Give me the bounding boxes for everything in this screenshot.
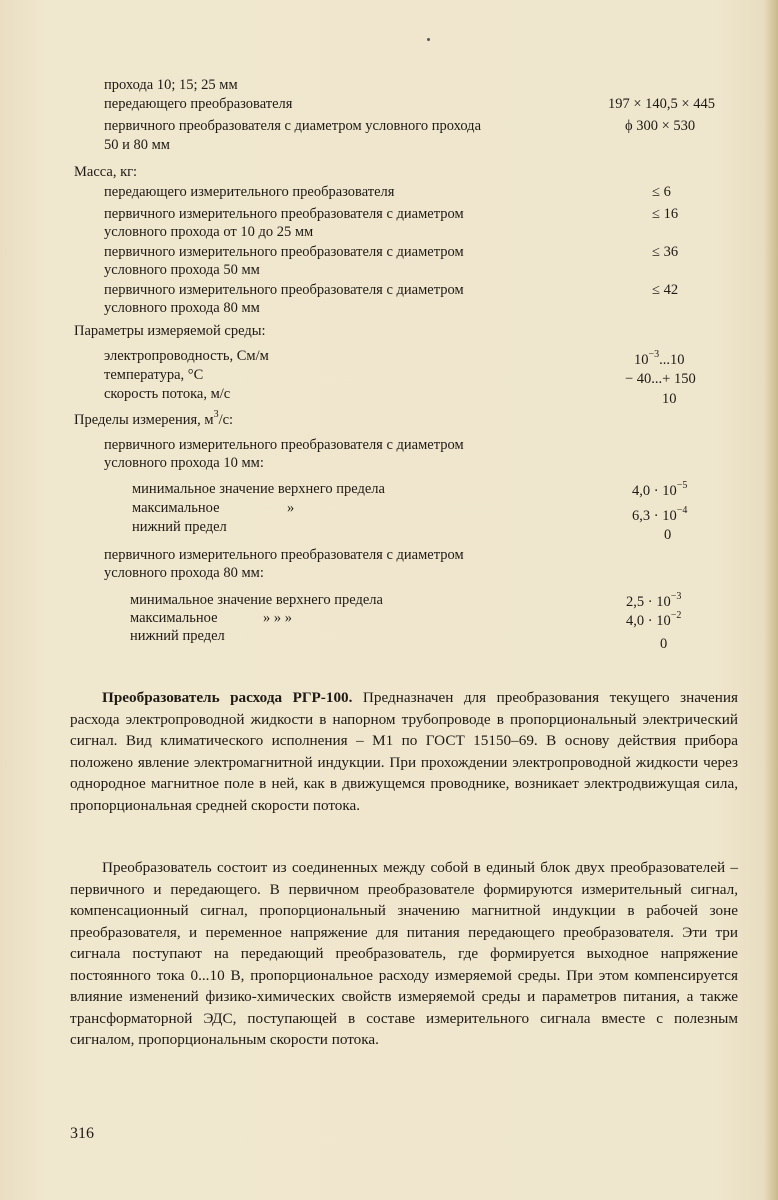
heading-tail: /с: xyxy=(218,412,234,428)
spec-value xyxy=(626,612,681,631)
value-exponent: −3 xyxy=(648,349,660,361)
spec-label: скорость потока, м/с xyxy=(104,386,231,402)
ditto-mark: » xyxy=(287,500,295,516)
spec-label: максимальное xyxy=(130,610,218,626)
spec-label: температура, °С xyxy=(104,367,204,383)
spec-value: 0 xyxy=(660,636,668,652)
spec-label: условного прохода 10 мм: xyxy=(104,455,264,471)
value-tail: ...10 xyxy=(659,352,685,368)
value-exponent: −5 xyxy=(676,480,688,492)
spec-value: ≤ 36 xyxy=(652,244,679,260)
description-paragraph-2 xyxy=(70,857,738,1051)
heading-base: Пределы измерения, м xyxy=(74,412,214,428)
spec-label: прохода 10; 15; 25 мм xyxy=(104,77,238,93)
spec-label: условного прохода от 10 до 25 мм xyxy=(104,224,314,240)
spec-value: ≤ 6 xyxy=(652,184,671,200)
spec-label: условного прохода 50 мм xyxy=(104,262,260,278)
product-title: Преобразователь расхода РГР-100. xyxy=(102,689,353,706)
heading-text: Масса, кг: xyxy=(74,164,138,180)
value-base: 4,0 · 10 xyxy=(626,613,671,629)
value-base: 10 xyxy=(634,352,649,368)
value-exponent: −3 xyxy=(670,591,682,603)
spec-label: передающего измерительного преобразователя xyxy=(104,184,395,200)
heading-text: Параметры измеряемой среды: xyxy=(74,323,266,339)
spec-label: минимальное значение верхнего предела xyxy=(130,592,383,608)
spec-label: первичного преобразователя с диаметром условного прохода xyxy=(104,118,481,134)
ditto-mark: » » » xyxy=(263,610,292,626)
spec-label: условного прохода 80 мм: xyxy=(104,565,264,581)
spec-value: ϕ 300 × 530 xyxy=(625,118,696,134)
spec-value: 0 xyxy=(664,527,672,543)
spec-label: условного прохода 80 мм xyxy=(104,300,260,316)
spec-label: минимальное значение верхнего предела xyxy=(132,481,385,497)
spec-label: нижний предел xyxy=(132,519,227,535)
paragraph: Преобразователь состоит из соединенных между собой в единый блок двух преобразователей – первичного и передающего. В первичном преобразователе формируются измерительный сигнал, компенсационный сигнал, пропорциональный значению магнитной индукции в рабочей зоне преобразователя, и переменное напряжение для питания передающего преобразователя. Эти три сигнала поступают на передающий преобразователь, где формируется выходное напряжение постоянного тока 0...10 В, пропорциональное расходу измеряемой среды. При этом компенсируется влияние изменений физико-химических свойств измеряемой среды и параметров питания, а также трансформаторной ЭДС, поступающей в составе измерительного сигнала вместе с полезным сигналом, пропорциональным скорости потока. xyxy=(70,859,738,1048)
spec-label: первичного измерительного преобразователя с диаметром xyxy=(104,244,464,260)
spec-label: первичного измерительного преобразователя с диаметром xyxy=(104,437,464,453)
heading-text xyxy=(74,411,233,430)
spec-value: 197 × 140,5 × 445 xyxy=(608,96,715,112)
spec-value: ≤ 42 xyxy=(652,282,679,298)
spec-value: − 40...+ 150 xyxy=(625,371,696,387)
paragraph xyxy=(70,687,738,816)
page-number: 316 xyxy=(70,1125,94,1142)
spec-value: 10 xyxy=(662,391,677,407)
spec-value xyxy=(634,351,685,370)
page-edge-shadow xyxy=(764,0,778,1200)
heading-exponent: 3 xyxy=(213,409,219,421)
value-exponent: −2 xyxy=(670,610,682,622)
description-paragraph-1 xyxy=(70,687,738,816)
spec-label: первичного измерительного преобразователя с диаметром xyxy=(104,282,464,298)
spec-label: электропроводность, См/м xyxy=(104,348,269,364)
value-base: 2,5 · 10 xyxy=(626,594,671,610)
spec-label: первичного измерительного преобразователя с диаметром xyxy=(104,547,464,563)
spec-label: передающего преобразователя xyxy=(104,96,293,112)
value-exponent: −4 xyxy=(676,505,688,517)
speck xyxy=(427,38,430,41)
spec-value: ≤ 16 xyxy=(652,206,679,222)
spec-label: первичного измерительного преобразователя с диаметром xyxy=(104,206,464,222)
spec-value xyxy=(632,482,687,501)
spec-label: 50 и 80 мм xyxy=(104,137,170,153)
value-base: 4,0 · 10 xyxy=(632,483,677,499)
spec-value xyxy=(632,507,687,526)
value-base: 6,3 · 10 xyxy=(632,508,677,524)
paragraph-body: Предназначен для преобразования текущего значения расхода электропроводной жидкости в напорном трубопроводе в пропорциональный электрический сигнал. Вид климатического исполнения – М1 по ГОСТ 15150–69. В основу действия прибора положено явление электромагнитной индукции. При прохождении электропроводной жидкости через однородное магнитное поле в ней, как в движущемся проводнике, возникает электродвижущая сила, пропорциональная средней скорости потока. xyxy=(70,689,738,814)
spec-label: максимальное xyxy=(132,500,220,516)
spec-label: нижний предел xyxy=(130,628,225,644)
